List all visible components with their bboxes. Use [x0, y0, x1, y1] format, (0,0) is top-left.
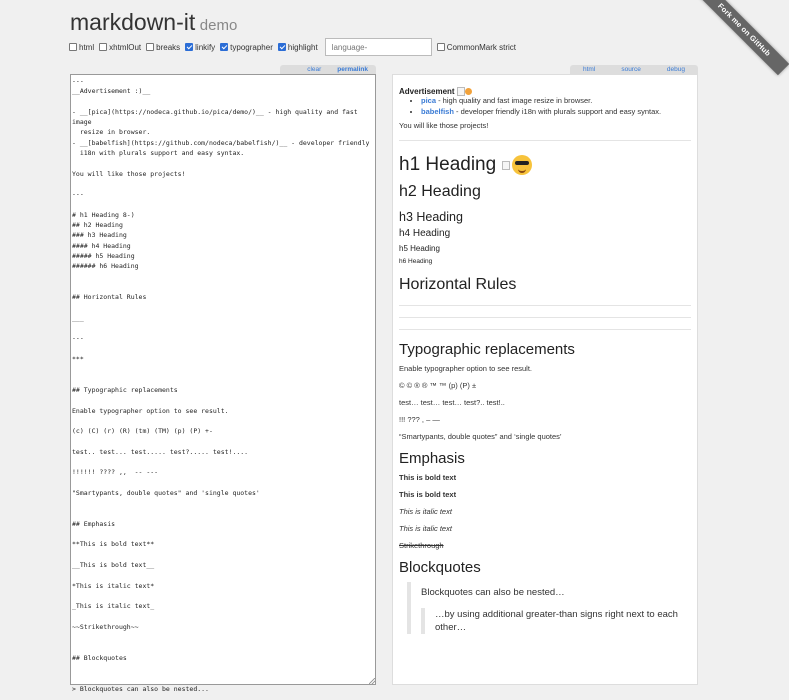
- blockquote-text: Blockquotes can also be nested…: [421, 587, 565, 599]
- option-commonmark[interactable]: CommonMark strict: [437, 43, 516, 52]
- italic-text: This is italic text: [399, 524, 452, 534]
- heading-h6: h6 Heading: [399, 258, 433, 266]
- markdown-source-editor[interactable]: --- __Advertisement :)__ - __[pica](https://nodeca.github.io/pica/demo/)__ - high quality and fast image resize in browser. - __[babelfish](https://github.com/nodeca/babelfish/)__ - developer friendly i18n with plurals support and easy syntax. You will like those projects! --- # h1 Heading 8-) ## h2 Heading ### h3 Heading #### h4 Heading ##### h5 Heading ###### h6 Heading ## Horizontal Rules ___ --- *** ## Typographic replacements Enable typographer option to see result. (c) (C) (r) (R) (tm) (TM) (p) (P) +- test.. test... test..... test?..... test!.... !!!!!! ???? ,, -- --- "Smartypants, double quotes" and 'single quotes' ## Emphasis **This is bold text** __This is bold text__ *This is italic text* _This is italic text_ ~~Strikethrough~~ ## Blockquotes > Blockquotes can also be nested...: [70, 74, 376, 685]
- heading-h2: h2 Heading: [399, 183, 481, 201]
- heading-h3: h3 Heading: [399, 210, 463, 225]
- linkify-checkbox[interactable]: [185, 43, 193, 51]
- typo-line: test… test… test… test?.. test!..: [399, 398, 505, 408]
- resize-grip-icon[interactable]: [369, 678, 375, 684]
- option-highlight[interactable]: highlight: [278, 43, 318, 52]
- heading-h4: h4 Heading: [399, 228, 451, 240]
- typo-line: “Smartypants, double quotes” and ‘single quotes’: [399, 432, 562, 442]
- app-subtitle: demo: [199, 17, 238, 34]
- horizontal-rules: [399, 305, 691, 330]
- github-ribbon-link[interactable]: Fork me on GitHub: [699, 0, 789, 75]
- strikethrough-text: Strikethrough: [399, 541, 444, 551]
- option-html[interactable]: html: [69, 43, 94, 52]
- smile-emoji-icon: [465, 88, 472, 95]
- clear-button[interactable]: clear: [307, 66, 322, 73]
- blockquotes-heading: Blockquotes: [399, 559, 481, 577]
- option-typographer[interactable]: typographer: [220, 43, 273, 52]
- option-breaks[interactable]: breaks: [146, 43, 180, 52]
- option-linkify[interactable]: linkify: [185, 43, 215, 52]
- rendered-preview: [392, 74, 698, 685]
- typo-line: !!! ??? , – —: [399, 415, 440, 425]
- github-ribbon[interactable]: [690, 0, 773, 78]
- divider: [399, 329, 691, 330]
- typo-line: Enable typographer option to see result.: [399, 364, 533, 374]
- nested-blockquote: [421, 608, 691, 634]
- divider: [399, 305, 691, 306]
- html-checkbox[interactable]: [69, 43, 77, 51]
- editor-toolbar: [280, 65, 376, 74]
- typographic-heading: Typographic replacements: [399, 341, 575, 359]
- breaks-checkbox[interactable]: [146, 43, 154, 51]
- list-item: • babelfish - developer friendly i18n with plurals support and easy syntax.: [421, 107, 691, 118]
- broken-image-icon: [502, 161, 510, 170]
- highlight-checkbox[interactable]: [278, 43, 286, 51]
- ad-list: [399, 96, 691, 117]
- heading-h5: h5 Heading: [399, 244, 440, 254]
- blockquote: [407, 582, 691, 634]
- ad-heading: Advertisement: [399, 87, 691, 96]
- horizontal-rules-heading: Horizontal Rules: [399, 276, 517, 294]
- babelfish-link[interactable]: babelfish: [421, 106, 454, 116]
- emphasis-heading: Emphasis: [399, 450, 465, 468]
- heading-h1: h1 Heading: [399, 154, 691, 176]
- preview-mode-tabs: [570, 65, 698, 74]
- divider: [399, 140, 691, 141]
- language-prefix-input[interactable]: [325, 38, 432, 56]
- page-title: [70, 9, 237, 36]
- projects-text: You will like those projects!: [399, 121, 489, 131]
- tab-debug[interactable]: debug: [666, 66, 685, 73]
- bold-text: This is bold text: [399, 490, 457, 500]
- permalink-button[interactable]: permalink: [337, 66, 368, 73]
- nested-blockquote-text: …by using additional greater-than signs right next to each other…: [435, 609, 678, 634]
- italic-text: This is italic text: [399, 507, 452, 517]
- options-bar: [69, 39, 521, 55]
- typo-line: © © ® ® ™ ™ (p) (P) ±: [399, 381, 477, 391]
- bold-text: This is bold text: [399, 473, 457, 483]
- option-xhtmlout[interactable]: xhtmlOut: [99, 43, 141, 52]
- pica-link[interactable]: pica: [421, 96, 437, 106]
- broken-image-icon: [457, 87, 465, 96]
- typographer-checkbox[interactable]: [220, 43, 228, 51]
- list-item: • pica - high quality and fast image resize in browser.: [421, 96, 691, 107]
- commonmark-checkbox[interactable]: [437, 43, 445, 51]
- xhtmlout-checkbox[interactable]: [99, 43, 107, 51]
- divider: [399, 317, 691, 318]
- tab-source[interactable]: source: [621, 66, 641, 73]
- sunglasses-emoji-icon: [512, 155, 532, 175]
- app-title: markdown-it: [70, 9, 196, 35]
- tab-html[interactable]: html: [583, 66, 596, 73]
